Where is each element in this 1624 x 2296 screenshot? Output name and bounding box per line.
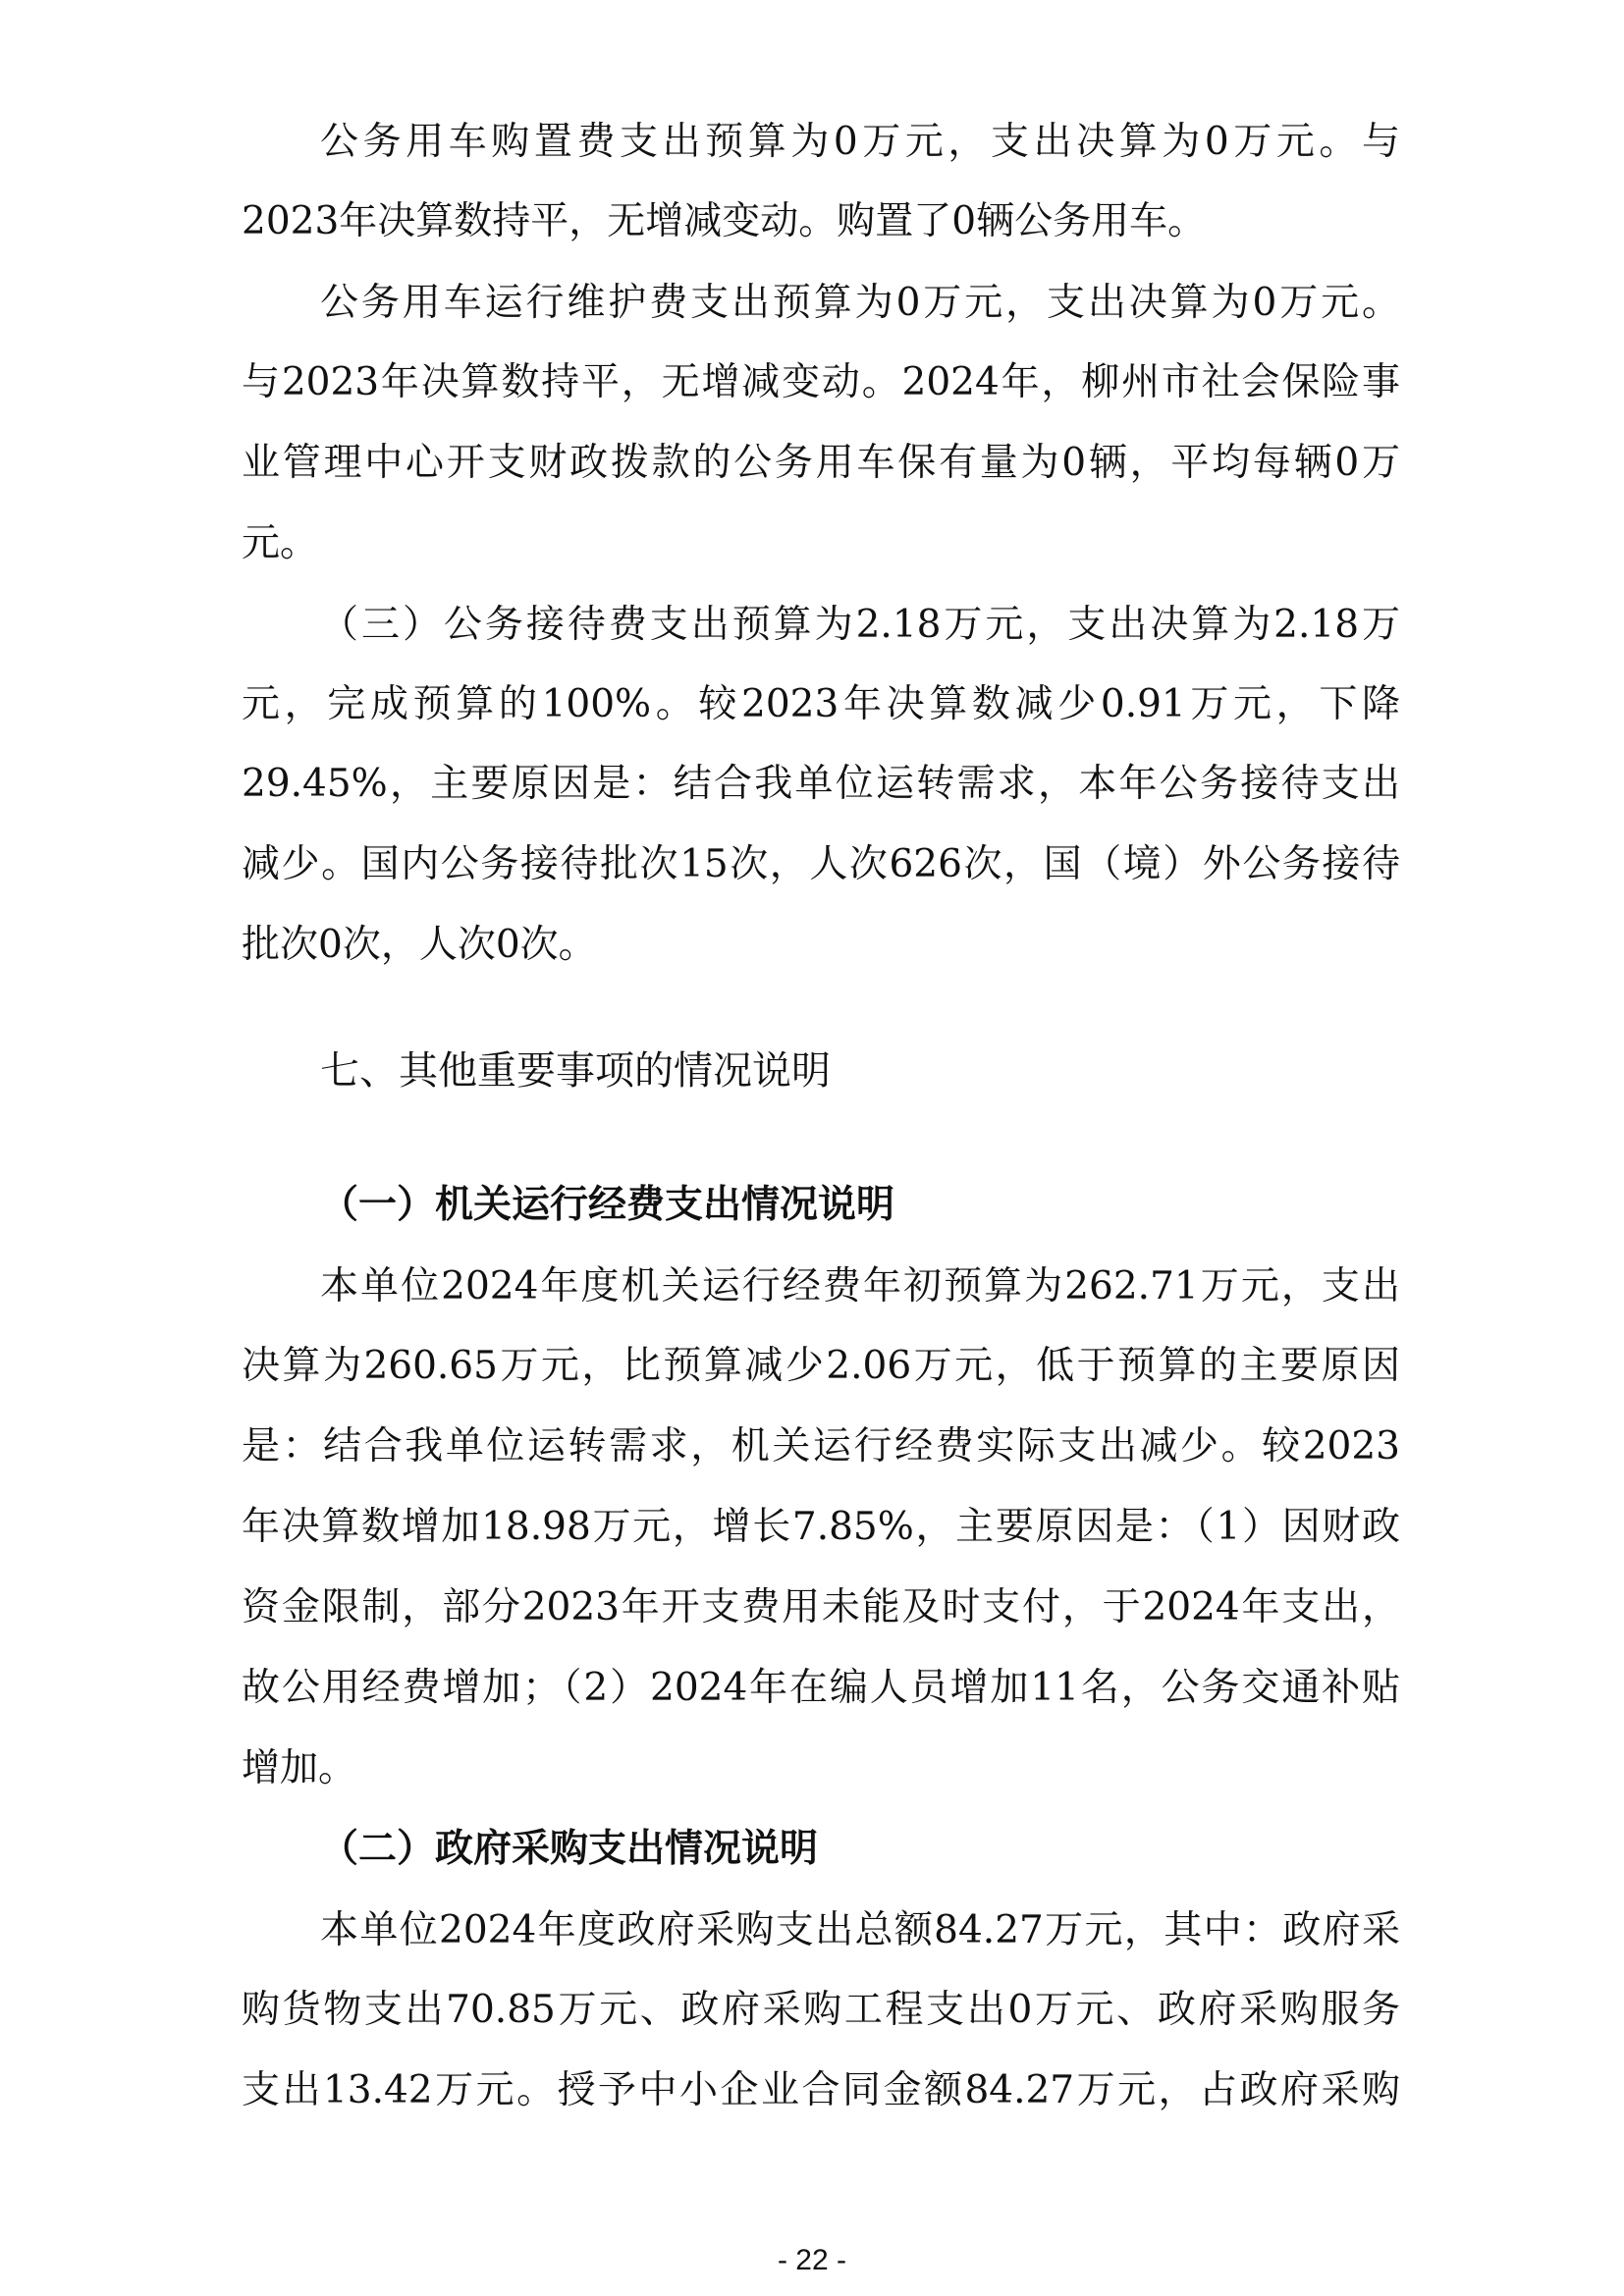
paragraph-line: 批次0次，人次0次。 bbox=[242, 923, 597, 967]
paragraph-line: （三）公务接待费支出预算为2.18万元，支出决算为2.18万 bbox=[320, 603, 1400, 647]
paragraph-line: 业管理中心开支财政拨款的公务用车保有量为0辆，平均每辆0万 bbox=[242, 441, 1400, 485]
paragraph-line: 增加。 bbox=[242, 1746, 357, 1790]
paragraph-line: 决算为260.65万元，比预算减少2.06万元，低于预算的主要原因 bbox=[242, 1344, 1400, 1388]
paragraph-line: 支出13.42万元。授予中小企业合同金额84.27万元，占政府采购 bbox=[242, 2068, 1400, 2112]
paragraph-line: 与2023年决算数持平，无增减变动。2024年，柳州市社会保险事 bbox=[242, 360, 1400, 404]
section-heading: 七、其他重要事项的情况说明 bbox=[320, 1048, 831, 1094]
subsection-heading: （二）政府采购支出情况说明 bbox=[320, 1827, 819, 1871]
paragraph-line: 是：结合我单位运转需求，机关运行经费实际支出减少。较2023 bbox=[242, 1424, 1400, 1468]
paragraph-line: 资金限制，部分2023年开支费用未能及时支付，于2024年支出， bbox=[242, 1585, 1400, 1629]
subsection-heading: （一）机关运行经费支出情况说明 bbox=[320, 1183, 895, 1227]
paragraph-line: 元。 bbox=[242, 521, 319, 565]
paragraph-line: 本单位2024年度机关运行经费年初预算为262.71万元，支出 bbox=[320, 1264, 1400, 1308]
paragraph-line: 公务用车购置费支出预算为0万元，支出决算为0万元。与 bbox=[320, 120, 1400, 164]
paragraph-line: 故公用经费增加；（2）2024年在编人员增加11名，公务交通补贴 bbox=[242, 1666, 1400, 1710]
paragraph-line: 2023年决算数持平，无增减变动。购置了0辆公务用车。 bbox=[242, 199, 1207, 243]
paragraph-line: 本单位2024年度政府采购支出总额84.27万元，其中：政府采 bbox=[320, 1908, 1400, 1952]
paragraph-line: 公务用车运行维护费支出预算为0万元，支出决算为0万元。 bbox=[320, 281, 1400, 325]
paragraph-line: 减少。国内公务接待批次15次，人次626次，国（境）外公务接待 bbox=[242, 842, 1400, 886]
paragraph-line: 年决算数增加18.98万元，增长7.85%，主要原因是：（1）因财政 bbox=[242, 1505, 1400, 1549]
paragraph-line: 元，完成预算的100%。较2023年决算数减少0.91万元，下降 bbox=[242, 682, 1400, 726]
paragraph-line: 购货物支出70.85万元、政府采购工程支出0万元、政府采购服务 bbox=[242, 1988, 1400, 2032]
page-number: - 22 - bbox=[777, 2244, 847, 2276]
paragraph-line: 29.45%，主要原因是：结合我单位运转需求，本年公务接待支出 bbox=[242, 762, 1400, 806]
